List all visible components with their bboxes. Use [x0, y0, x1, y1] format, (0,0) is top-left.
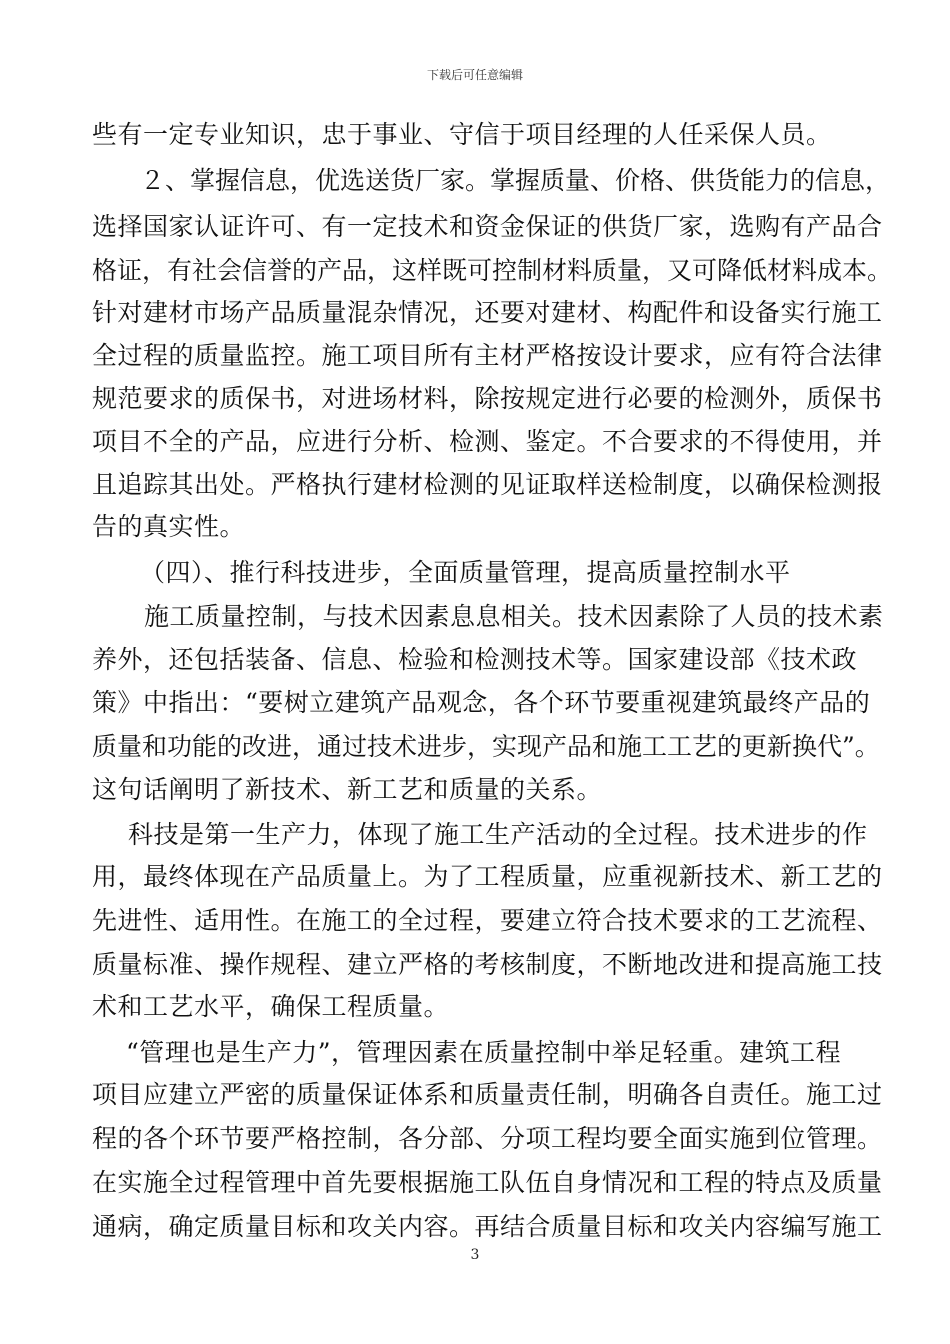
text-line: 规范要求的质保书，对进场材料，除按规定进行必要的检测外，质保书 — [92, 384, 883, 413]
text-line: 质量标准、操作规程、建立严格的考核制度，不断地改进和提高施工技 — [92, 950, 883, 979]
text-line: 项目不全的产品，应进行分析、检测、鉴定。不合要求的不得使用，并 — [92, 427, 883, 456]
text-line: “管理也是生产力”，管理因素在质量控制中举足轻重。建筑工程 — [126, 1038, 842, 1067]
text-line: 策》中指出：“要树立建筑产品观念，各个环节要重视建筑最终产品的 — [92, 688, 871, 717]
page-number: 3 — [470, 1247, 480, 1263]
text-line: 质量和功能的改进，通过技术进步，实现产品和施工工艺的更新换代”。 — [92, 732, 880, 761]
text-line: 选择国家认证许可、有一定技术和资金保证的供货厂家，选购有产品合 — [92, 212, 883, 241]
text-line: 科技是第一生产力，体现了施工生产活动的全过程。技术进步的作 — [128, 820, 868, 849]
text-line: 通病，确定质量目标和攻关内容。再结合质量目标和攻关内容编写施工 — [92, 1212, 883, 1241]
text-line: 养外，还包括装备、信息、检验和检测技术等。国家建设部《技术政 — [92, 645, 858, 674]
text-line: 格证，有社会信誉的产品，这样既可控制材料质量，又可降低材料成本。 — [92, 256, 893, 285]
text-line: 些有一定专业知识，忠于事业、守信于项目经理的人任采保人员。 — [92, 120, 832, 149]
text-line: 告的真实性。 — [92, 512, 246, 541]
page-header: 下载后可任意编辑 — [426, 68, 523, 82]
text-line: 术和工艺水平，确保工程质量。 — [92, 992, 450, 1021]
text-line: 先进性、适用性。在施工的全过程，要建立符合技术要求的工艺流程、 — [92, 906, 883, 935]
text-line: 程的各个环节要严格控制，各分部、分项工程均要全面实施到位管理。 — [92, 1124, 883, 1153]
text-line: 针对建材市场产品质量混杂情况，还要对建材、构配件和设备实行施工 — [92, 298, 883, 327]
text-line: 在实施全过程管理中首先要根据施工队伍自身情况和工程的特点及质量 — [92, 1168, 883, 1197]
text-line: 且追踪其出处。严格执行建材检测的见证取样送检制度，以确保检测报 — [92, 470, 883, 499]
text-line: ２、掌握信息，优选送货厂家。掌握质量、价格、供货能力的信息， — [140, 166, 891, 195]
text-line: 全过程的质量监控。施工项目所有主材严格按设计要求，应有符合法律 — [92, 341, 883, 370]
text-line: 施工质量控制，与技术因素息息相关。技术因素除了人员的技术素 — [144, 602, 884, 631]
text-line: 这句话阐明了新技术、新工艺和质量的关系。 — [92, 775, 603, 804]
text-line: 用，最终体现在产品质量上。为了工程质量，应重视新技术、新工艺的 — [92, 862, 883, 891]
text-line: 项目应建立严密的质量保证体系和质量责任制，明确各自责任。施工过 — [92, 1080, 883, 1109]
section-heading: （四）、推行科技进步，全面质量管理，提高质量控制水平 — [140, 558, 791, 587]
